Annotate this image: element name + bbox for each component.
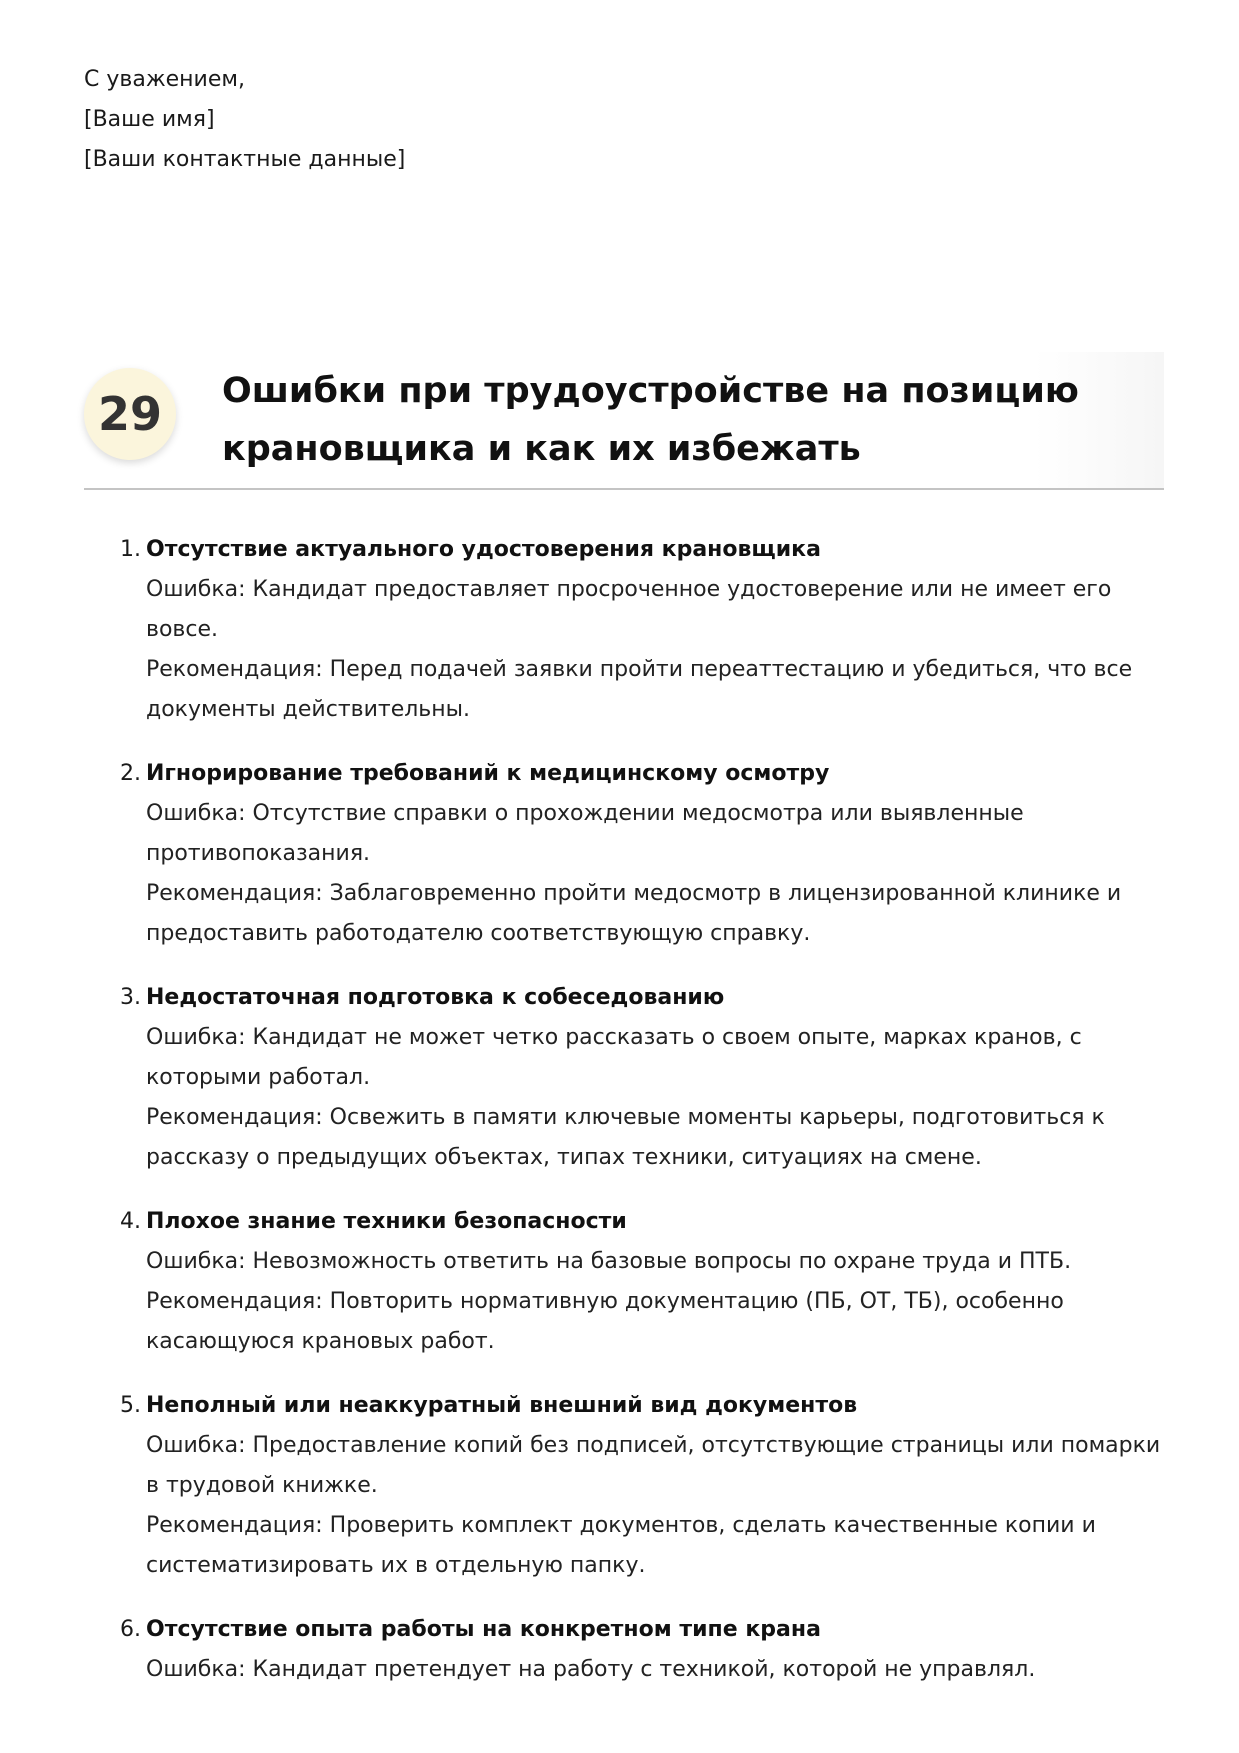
section-title: Ошибки при трудоустройстве на позицию крановщика и как их избежать	[222, 371, 1079, 469]
mistake-number: 5.	[120, 1393, 141, 1418]
mistake-title: Плохое знание техники безопасности	[146, 1209, 627, 1234]
mistake-error: Ошибка: Отсутствие справки о прохождении медосмотра или выявленные противопоказания.	[146, 801, 1024, 866]
letter-closing	[84, 60, 405, 180]
mistake-number: 4.	[120, 1209, 141, 1234]
mistake-number: 2.	[120, 761, 141, 786]
closing-contacts-placeholder: [Ваши контактные данные]	[84, 147, 406, 172]
closing-name-placeholder: [Ваше имя]	[84, 107, 215, 132]
mistake-item	[84, 978, 1164, 1178]
closing-greeting: С уважением,	[84, 67, 245, 92]
mistake-item	[84, 1202, 1164, 1362]
mistake-title: Игнорирование требований к медицинскому осмотру	[146, 761, 830, 786]
section-number-badge: 29	[84, 368, 176, 460]
mistake-item	[84, 1386, 1164, 1586]
mistake-title: Недостаточная подготовка к собеседованию	[146, 985, 725, 1010]
mistake-item	[84, 754, 1164, 954]
mistake-recommendation: Рекомендация: Заблаговременно пройти медосмотр в лицензированной клинике и предоставить работодателю соответствующую справку.	[146, 881, 1122, 946]
mistake-number: 3.	[120, 985, 141, 1010]
mistake-recommendation: Рекомендация: Перед подачей заявки пройти переаттестацию и убедиться, что все документы действительны.	[146, 657, 1133, 722]
mistake-error: Ошибка: Невозможность ответить на базовые вопросы по охране труда и ПТБ.	[146, 1249, 1072, 1274]
mistake-recommendation: Рекомендация: Проверить комплект документов, сделать качественные копии и систематизировать их в отдельную папку.	[146, 1513, 1096, 1578]
mistake-number: 1.	[120, 537, 141, 562]
mistake-title: Неполный или неаккуратный внешний вид документов	[146, 1393, 858, 1418]
mistake-item	[84, 530, 1164, 730]
mistake-error: Ошибка: Кандидат предоставляет просроченное удостоверение или не имеет его вовсе.	[146, 577, 1112, 642]
section-header	[84, 352, 1164, 490]
mistake-recommendation: Рекомендация: Повторить нормативную документацию (ПБ, ОТ, ТБ), особенно касающуюся крановых работ.	[146, 1289, 1064, 1354]
mistake-error: Ошибка: Предоставление копий без подписей, отсутствующие страницы или помарки в трудовой книжке.	[146, 1433, 1161, 1498]
mistake-error: Ошибка: Кандидат претендует на работу с техникой, которой не управлял.	[146, 1657, 1036, 1682]
mistake-title: Отсутствие актуального удостоверения крановщика	[146, 537, 821, 562]
mistake-item	[84, 1610, 1164, 1690]
mistake-recommendation: Рекомендация: Освежить в памяти ключевые моменты карьеры, подготовиться к рассказу о предыдущих объектах, типах техники, ситуациях на смене.	[146, 1105, 1105, 1170]
mistake-title: Отсутствие опыта работы на конкретном типе крана	[146, 1617, 821, 1642]
mistakes-list	[84, 530, 1164, 1714]
mistake-error: Ошибка: Кандидат не может четко рассказать о своем опыте, марках кранов, с которыми работал.	[146, 1025, 1082, 1090]
mistake-number: 6.	[120, 1617, 141, 1642]
